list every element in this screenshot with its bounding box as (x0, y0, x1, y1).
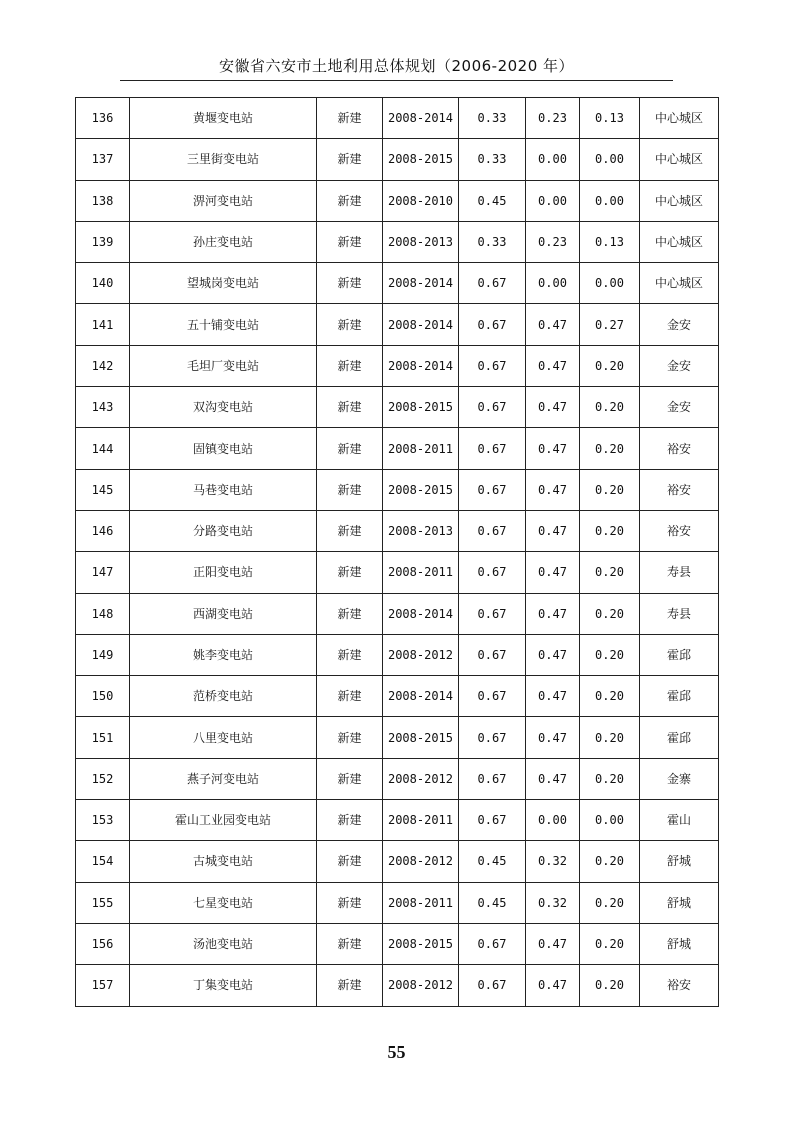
construction-type-cell: 新建 (317, 923, 383, 964)
value-1-cell: 0.67 (459, 387, 526, 428)
construction-type-cell: 新建 (317, 965, 383, 1006)
row-number-cell: 153 (76, 800, 130, 841)
table-row (76, 758, 719, 799)
construction-type-cell: 新建 (317, 428, 383, 469)
value-1-cell: 0.67 (459, 263, 526, 304)
region-cell: 金安 (640, 304, 719, 345)
table-row (76, 923, 719, 964)
region-cell: 中心城区 (640, 180, 719, 221)
row-number-cell: 148 (76, 593, 130, 634)
row-number-cell: 155 (76, 882, 130, 923)
table-row (76, 139, 719, 180)
construction-type-cell: 新建 (317, 98, 383, 139)
value-2-cell: 0.47 (526, 758, 580, 799)
row-number-cell: 139 (76, 221, 130, 262)
page-header-title: 安徽省六安市土地利用总体规划（2006-2020 年） (218, 57, 575, 75)
period-cell: 2008-2015 (383, 387, 459, 428)
substation-name-cell: 双沟变电站 (130, 387, 317, 428)
value-3-cell: 0.20 (580, 965, 640, 1006)
period-cell: 2008-2011 (383, 552, 459, 593)
substation-table (75, 97, 719, 1007)
value-2-cell: 0.32 (526, 841, 580, 882)
region-cell: 寿县 (640, 593, 719, 634)
value-2-cell: 0.47 (526, 634, 580, 675)
value-2-cell: 0.47 (526, 552, 580, 593)
row-number-cell: 136 (76, 98, 130, 139)
substation-name-cell: 毛坦厂变电站 (130, 345, 317, 386)
value-1-cell: 0.67 (459, 510, 526, 551)
value-3-cell: 0.20 (580, 510, 640, 551)
value-2-cell: 0.47 (526, 345, 580, 386)
row-number-cell: 150 (76, 676, 130, 717)
value-3-cell: 0.20 (580, 923, 640, 964)
value-1-cell: 0.67 (459, 965, 526, 1006)
period-cell: 2008-2014 (383, 593, 459, 634)
row-number-cell: 144 (76, 428, 130, 469)
value-2-cell: 0.32 (526, 882, 580, 923)
period-cell: 2008-2015 (383, 717, 459, 758)
row-number-cell: 154 (76, 841, 130, 882)
value-1-cell: 0.67 (459, 758, 526, 799)
substation-name-cell: 黄堰变电站 (130, 98, 317, 139)
substation-name-cell: 望城岗变电站 (130, 263, 317, 304)
row-number-cell: 142 (76, 345, 130, 386)
value-1-cell: 0.67 (459, 923, 526, 964)
substation-name-cell: 正阳变电站 (130, 552, 317, 593)
construction-type-cell: 新建 (317, 345, 383, 386)
value-1-cell: 0.67 (459, 800, 526, 841)
value-1-cell: 0.67 (459, 552, 526, 593)
row-number-cell: 141 (76, 304, 130, 345)
row-number-cell: 138 (76, 180, 130, 221)
substation-name-cell: 固镇变电站 (130, 428, 317, 469)
value-1-cell: 0.45 (459, 882, 526, 923)
region-cell: 霍邱 (640, 634, 719, 675)
construction-type-cell: 新建 (317, 469, 383, 510)
region-cell: 中心城区 (640, 139, 719, 180)
substation-name-cell: 分路变电站 (130, 510, 317, 551)
construction-type-cell: 新建 (317, 717, 383, 758)
region-cell: 霍邱 (640, 717, 719, 758)
substation-name-cell: 三里街变电站 (130, 139, 317, 180)
period-cell: 2008-2014 (383, 676, 459, 717)
row-number-cell: 156 (76, 923, 130, 964)
value-3-cell: 0.20 (580, 428, 640, 469)
substation-name-cell: 汤池变电站 (130, 923, 317, 964)
value-3-cell: 0.20 (580, 882, 640, 923)
period-cell: 2008-2013 (383, 510, 459, 551)
construction-type-cell: 新建 (317, 221, 383, 262)
construction-type-cell: 新建 (317, 304, 383, 345)
value-1-cell: 0.67 (459, 469, 526, 510)
construction-type-cell: 新建 (317, 510, 383, 551)
table-row (76, 428, 719, 469)
substation-name-cell: 孙庄变电站 (130, 221, 317, 262)
period-cell: 2008-2014 (383, 98, 459, 139)
region-cell: 舒城 (640, 923, 719, 964)
substation-name-cell: 西湖变电站 (130, 593, 317, 634)
substation-name-cell: 燕子河变电站 (130, 758, 317, 799)
value-1-cell: 0.67 (459, 593, 526, 634)
value-3-cell: 0.20 (580, 676, 640, 717)
value-3-cell: 0.13 (580, 98, 640, 139)
value-3-cell: 0.20 (580, 717, 640, 758)
header-divider (120, 80, 673, 81)
table-row (76, 387, 719, 428)
construction-type-cell: 新建 (317, 634, 383, 675)
region-cell: 寿县 (640, 552, 719, 593)
region-cell: 中心城区 (640, 221, 719, 262)
table-row (76, 221, 719, 262)
value-2-cell: 0.23 (526, 98, 580, 139)
value-3-cell: 0.20 (580, 345, 640, 386)
table-row (76, 593, 719, 634)
region-cell: 霍山 (640, 800, 719, 841)
period-cell: 2008-2015 (383, 469, 459, 510)
row-number-cell: 151 (76, 717, 130, 758)
value-1-cell: 0.33 (459, 98, 526, 139)
value-3-cell: 0.20 (580, 552, 640, 593)
table-row (76, 469, 719, 510)
value-2-cell: 0.00 (526, 139, 580, 180)
construction-type-cell: 新建 (317, 263, 383, 304)
construction-type-cell: 新建 (317, 180, 383, 221)
value-2-cell: 0.47 (526, 676, 580, 717)
value-1-cell: 0.67 (459, 345, 526, 386)
region-cell: 中心城区 (640, 98, 719, 139)
region-cell: 金寨 (640, 758, 719, 799)
value-1-cell: 0.67 (459, 634, 526, 675)
table-row (76, 180, 719, 221)
value-2-cell: 0.00 (526, 180, 580, 221)
value-2-cell: 0.47 (526, 923, 580, 964)
region-cell: 裕安 (640, 965, 719, 1006)
table-body (76, 98, 719, 1007)
period-cell: 2008-2015 (383, 139, 459, 180)
period-cell: 2008-2014 (383, 345, 459, 386)
value-2-cell: 0.47 (526, 717, 580, 758)
value-2-cell: 0.47 (526, 387, 580, 428)
table-row (76, 965, 719, 1006)
table-row (76, 717, 719, 758)
construction-type-cell: 新建 (317, 882, 383, 923)
value-1-cell: 0.33 (459, 139, 526, 180)
row-number-cell: 152 (76, 758, 130, 799)
value-1-cell: 0.67 (459, 717, 526, 758)
value-2-cell: 0.47 (526, 593, 580, 634)
row-number-cell: 147 (76, 552, 130, 593)
construction-type-cell: 新建 (317, 800, 383, 841)
table-row (76, 510, 719, 551)
region-cell: 舒城 (640, 841, 719, 882)
value-3-cell: 0.00 (580, 263, 640, 304)
value-2-cell: 0.00 (526, 263, 580, 304)
value-2-cell: 0.47 (526, 510, 580, 551)
table-row (76, 552, 719, 593)
value-1-cell: 0.45 (459, 841, 526, 882)
construction-type-cell: 新建 (317, 841, 383, 882)
row-number-cell: 137 (76, 139, 130, 180)
page-number: 55 (387, 1042, 406, 1062)
construction-type-cell: 新建 (317, 676, 383, 717)
value-3-cell: 0.00 (580, 180, 640, 221)
row-number-cell: 157 (76, 965, 130, 1006)
row-number-cell: 143 (76, 387, 130, 428)
table-row (76, 98, 719, 139)
period-cell: 2008-2013 (383, 221, 459, 262)
construction-type-cell: 新建 (317, 139, 383, 180)
row-number-cell: 145 (76, 469, 130, 510)
value-2-cell: 0.47 (526, 469, 580, 510)
substation-name-cell: 范桥变电站 (130, 676, 317, 717)
value-1-cell: 0.67 (459, 304, 526, 345)
region-cell: 金安 (640, 345, 719, 386)
period-cell: 2008-2012 (383, 965, 459, 1006)
period-cell: 2008-2011 (383, 800, 459, 841)
value-3-cell: 0.27 (580, 304, 640, 345)
table-row (76, 634, 719, 675)
period-cell: 2008-2014 (383, 263, 459, 304)
period-cell: 2008-2011 (383, 882, 459, 923)
period-cell: 2008-2012 (383, 841, 459, 882)
table-row (76, 263, 719, 304)
period-cell: 2008-2011 (383, 428, 459, 469)
row-number-cell: 140 (76, 263, 130, 304)
region-cell: 中心城区 (640, 263, 719, 304)
period-cell: 2008-2010 (383, 180, 459, 221)
row-number-cell: 146 (76, 510, 130, 551)
substation-name-cell: 古城变电站 (130, 841, 317, 882)
value-2-cell: 0.23 (526, 221, 580, 262)
value-3-cell: 0.20 (580, 841, 640, 882)
construction-type-cell: 新建 (317, 552, 383, 593)
construction-type-cell: 新建 (317, 758, 383, 799)
region-cell: 裕安 (640, 428, 719, 469)
substation-name-cell: 姚李变电站 (130, 634, 317, 675)
value-2-cell: 0.47 (526, 428, 580, 469)
construction-type-cell: 新建 (317, 387, 383, 428)
value-2-cell: 0.00 (526, 800, 580, 841)
period-cell: 2008-2015 (383, 923, 459, 964)
substation-name-cell: 丁集变电站 (130, 965, 317, 1006)
value-3-cell: 0.20 (580, 469, 640, 510)
construction-type-cell: 新建 (317, 593, 383, 634)
value-1-cell: 0.67 (459, 676, 526, 717)
value-3-cell: 0.20 (580, 758, 640, 799)
value-2-cell: 0.47 (526, 965, 580, 1006)
substation-name-cell: 马巷变电站 (130, 469, 317, 510)
value-3-cell: 0.20 (580, 593, 640, 634)
period-cell: 2008-2014 (383, 304, 459, 345)
substation-name-cell: 八里变电站 (130, 717, 317, 758)
value-3-cell: 0.20 (580, 387, 640, 428)
value-3-cell: 0.20 (580, 634, 640, 675)
table-row (76, 345, 719, 386)
region-cell: 裕安 (640, 510, 719, 551)
table-row (76, 800, 719, 841)
table-row (76, 304, 719, 345)
table-row (76, 882, 719, 923)
value-1-cell: 0.45 (459, 180, 526, 221)
region-cell: 裕安 (640, 469, 719, 510)
row-number-cell: 149 (76, 634, 130, 675)
region-cell: 金安 (640, 387, 719, 428)
period-cell: 2008-2012 (383, 758, 459, 799)
value-3-cell: 0.00 (580, 139, 640, 180)
value-3-cell: 0.00 (580, 800, 640, 841)
region-cell: 霍邱 (640, 676, 719, 717)
value-3-cell: 0.13 (580, 221, 640, 262)
substation-name-cell: 淠河变电站 (130, 180, 317, 221)
period-cell: 2008-2012 (383, 634, 459, 675)
region-cell: 舒城 (640, 882, 719, 923)
substation-name-cell: 五十铺变电站 (130, 304, 317, 345)
table-row (76, 676, 719, 717)
substation-name-cell: 七星变电站 (130, 882, 317, 923)
table-row (76, 841, 719, 882)
value-2-cell: 0.47 (526, 304, 580, 345)
value-1-cell: 0.33 (459, 221, 526, 262)
value-1-cell: 0.67 (459, 428, 526, 469)
substation-name-cell: 霍山工业园变电站 (130, 800, 317, 841)
